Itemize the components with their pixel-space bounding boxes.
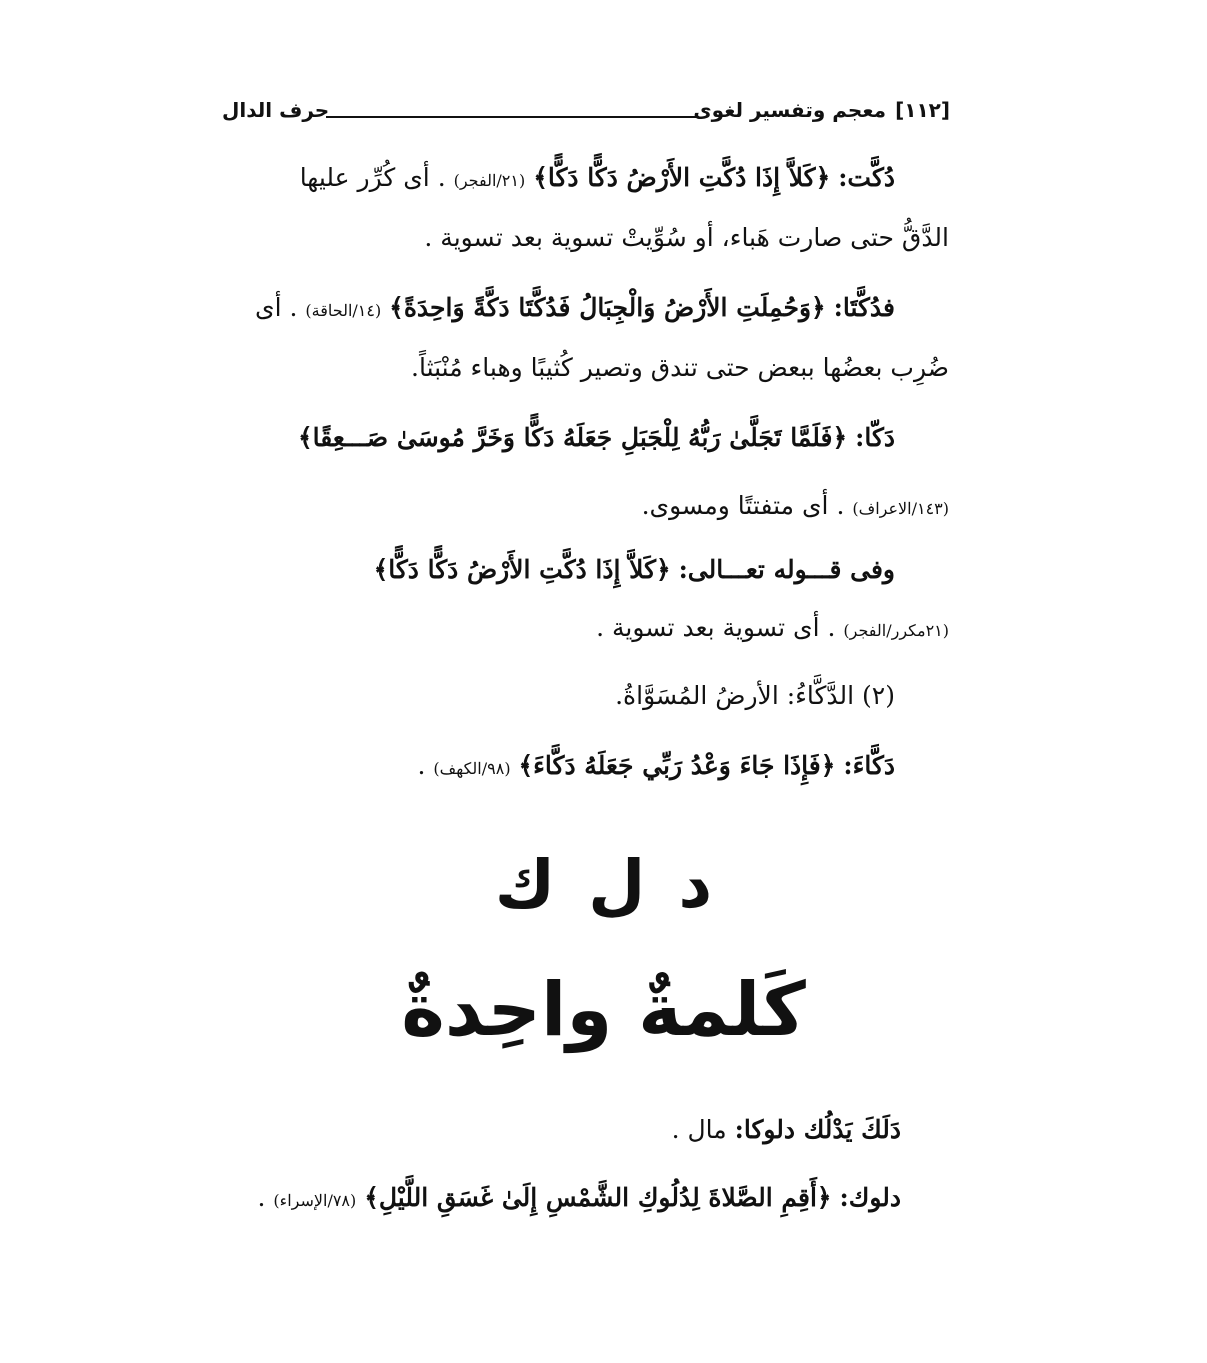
entry-term: فدُكَّتَا: xyxy=(833,293,895,322)
entry-definition: . أى xyxy=(255,293,298,322)
quran-verse: ﴿وَحُمِلَتِ الأَرْضُ وَالْجِبَالُ فَدُكَّتَا دَكَّةً وَاحِدَةً﴾ xyxy=(389,293,826,322)
quran-verse: ﴿فَلَمَّا تَجَلَّىٰ رَبُّهُ لِلْجَبَلِ جَعَلَهُ دَكًّا وَخَرَّ مُوسَىٰ صَـــعِقًا﴾ xyxy=(297,423,848,452)
entry-dalak-line xyxy=(672,1110,901,1150)
entry-fadukkata-line2 xyxy=(411,348,949,388)
entry-term: دلوك: xyxy=(839,1183,901,1212)
section-name: حرف الدال xyxy=(222,98,330,122)
entry-dakkaa-line xyxy=(418,746,896,789)
entry-qawlihi-line1 xyxy=(374,550,895,590)
quran-verse: ﴿كَلاَّ إِذَا دُكَّتِ الأَرْضُ دَكًّا دَكًّا﴾ xyxy=(533,163,831,192)
verse-reference: (٩٨/الكهف) xyxy=(433,759,511,778)
verse-reference: (١٤٣/الاعراف) xyxy=(852,499,949,518)
entry-term: دَكَّاءَ: xyxy=(843,751,895,780)
entry-definition: (٢) الدَّكَّاءُ: الأرضُ المُسَوَّاةُ. xyxy=(615,681,895,710)
page-number: [١١٢] xyxy=(895,98,950,122)
entry-qawlihi-line2 xyxy=(596,608,949,651)
entry-definition: . أى تسوية بعد تسوية . xyxy=(596,613,836,642)
entry-duluk-line xyxy=(258,1178,901,1221)
verse-reference: (٧٨/الإسراء) xyxy=(273,1191,357,1210)
verse-reference: (١٤/الحاقة) xyxy=(305,301,382,320)
header-rule xyxy=(326,116,696,118)
root-subheading: كَلمةٌ واحِدةٌ xyxy=(401,967,806,1053)
root-heading: د ل ك xyxy=(494,846,713,923)
entry-term: دَكّا: xyxy=(855,423,895,452)
entry-dukkat-line2 xyxy=(424,218,949,258)
entry-definition: ضُرِب بعضُها ببعض حتى تندق وتصير كُثيبًا وهباء مُنْبَثاً. xyxy=(411,353,949,382)
entry-dakkaa-definition xyxy=(615,676,895,716)
entry-dakkan-line2 xyxy=(642,486,949,529)
verse-reference: (٢١/الفجر) xyxy=(453,171,526,190)
entry-punctuation: . xyxy=(257,1183,266,1212)
quran-verse: ﴿فَإِذَا جَاءَ وَعْدُ رَبِّي جَعَلَهُ دَكَّاءَ﴾ xyxy=(518,751,836,780)
book-title: معجم وتفسير لغوى xyxy=(693,98,886,122)
entry-punctuation: . xyxy=(417,751,426,780)
quran-verse: ﴿أَقِمِ الصَّلاةَ لِدُلُوكِ الشَّمْسِ إِلَىٰ غَسَقِ اللَّيْلِ﴾ xyxy=(364,1183,832,1212)
entry-term: دُكَّت: xyxy=(838,163,895,192)
entry-definition: مال . xyxy=(671,1115,727,1144)
entry-definition: . أى متفتتًا ومسوى. xyxy=(641,491,845,520)
verse-reference: (٢١مكرر/الفجر) xyxy=(843,621,949,640)
entry-term: دَلَكَ يَدْلُك دلوكا: xyxy=(734,1115,901,1144)
entry-fadukkata-line1 xyxy=(255,288,895,331)
entry-dakkan-line1 xyxy=(298,418,895,458)
entry-dukkat-line1 xyxy=(300,158,895,201)
entry-definition: . أى كُرِّر عليها xyxy=(299,163,446,192)
quran-verse: ﴿كَلاَّ إِذَا دُكَّتِ الأَرْضُ دَكًّا دَكًّا﴾ xyxy=(373,555,671,584)
page-header xyxy=(222,94,950,134)
entry-definition: الدَّقُّ حتى صارت هَباء، أو سُوِّيتْ تسوية بعد تسوية . xyxy=(424,223,949,252)
entry-lead: وفى قـــوله تعـــالى: xyxy=(678,555,895,584)
